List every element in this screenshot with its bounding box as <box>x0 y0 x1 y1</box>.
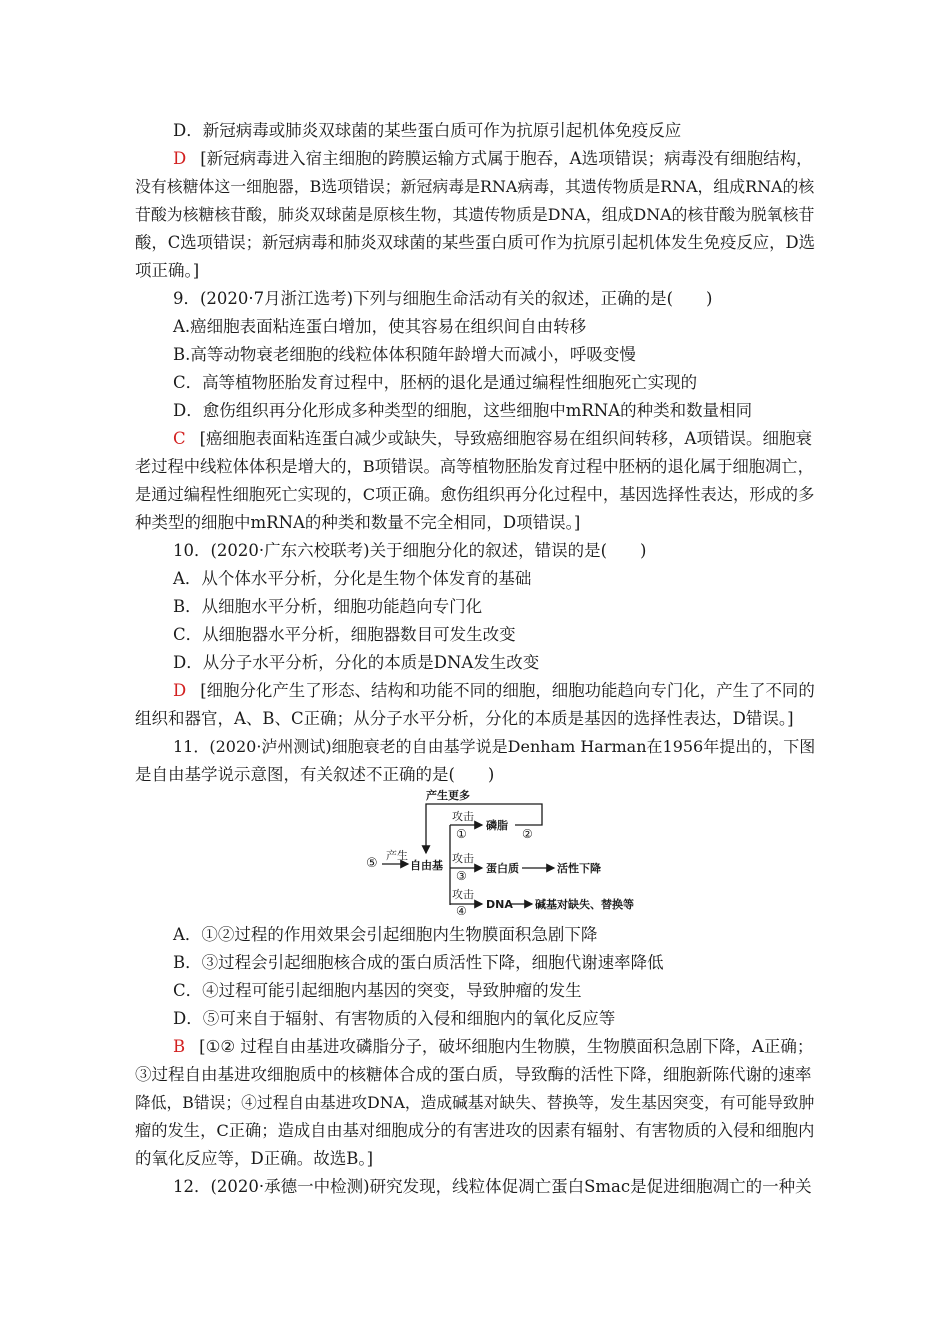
option-d-q9: D．愈伤组织再分化形成多种类型的细胞，这些细胞中mRNA的种类和数量相同 <box>173 401 753 420</box>
question-12-stem: 12．(2020·承德一中检测)研究发现，线粒体促凋亡蛋白Smac是促进细胞凋亡的一种关 <box>173 1177 812 1196</box>
option-c-q9: C．高等植物胚胎发育过程中，胚柄的退化是通过编程性细胞死亡实现的 <box>173 373 698 392</box>
answer-q8-line-5: 项正确。] <box>135 261 200 280</box>
option-c-q10: C．从细胞器水平分析，细胞器数目可发生改变 <box>173 625 516 644</box>
answer-letter-q10: D <box>173 681 187 700</box>
answer-q9-line-1: C [癌细胞表面粘连蛋白减少或缺失，导致癌细胞容易在组织间转移，A项错误。细胞衰 <box>173 429 812 448</box>
label-more-produced: 产生更多 <box>426 789 470 802</box>
free-radical-label: 自由基 <box>410 859 443 872</box>
answer-q11-line-4: 瘤的发生，C正确；造成自由基对细胞成分的有害进攻的因素有辐射、有害物质的入侵和细胞内 <box>135 1121 815 1140</box>
question-11-stem-1: 11．(2020·泸州测试)细胞衰老的自由基学说是Denham Harman在1956年提出的，下图 <box>173 737 816 756</box>
answer-q8-line-4: 酸，C选项错误；新冠病毒和肺炎双球菌的某些蛋白质可作为抗原引起机体发生免疫反应，D选 <box>135 233 816 252</box>
question-11-stem-2: 是自由基学说示意图，有关叙述不正确的是( ) <box>135 765 495 784</box>
answer-q9-line-3: 是通过编程性细胞死亡实现的，C项正确。愈伤组织再分化过程中，基因选择性表达，形成的多 <box>135 485 815 504</box>
option-b-q10: B．从细胞水平分析，细胞功能趋向专门化 <box>173 597 483 616</box>
option-a-q11: A．①②过程的作用效果会引起细胞内生物膜面积急剧下降 <box>173 925 598 944</box>
answer-letter-q8: D <box>173 149 187 168</box>
label-attack-4: 攻击 <box>452 888 474 901</box>
answer-q11-line-2: ③过程自由基进攻细胞质中的核糖体合成的蛋白质，导致酶的活性下降，细胞新陈代谢的速率 <box>135 1065 812 1084</box>
question-9-stem: 9．(2020·7月浙江选考)下列与细胞生命活动有关的叙述，正确的是( ) <box>173 289 713 308</box>
question-10-stem: 10．(2020·广东六校联考)关于细胞分化的叙述，错误的是( ) <box>173 541 647 560</box>
option-a-q9: A.癌细胞表面粘连蛋白增加，使其容易在组织间自由转移 <box>173 317 587 336</box>
label-attack-3: 攻击 <box>452 852 474 865</box>
dna-label: DNA <box>486 898 513 911</box>
option-b-q11: B．③过程会引起细胞核合成的蛋白质活性下降，细胞代谢速率降低 <box>173 953 664 972</box>
circle-2: ② <box>522 827 533 841</box>
base-pair-change-label: 碱基对缺失、替换等 <box>535 898 634 911</box>
phospholipid-label: 磷脂 <box>486 819 508 832</box>
option-d-q11: D．⑤可来自于辐射、有害物质的入侵和细胞内的氧化反应等 <box>173 1009 616 1028</box>
answer-q11-line-5: 的氧化反应等，D正确。故选B。] <box>135 1149 374 1168</box>
answer-q9-line-2: 老过程中线粒体体积是增大的，B项错误。高等植物胚胎发育过程中胚柄的退化属于细胞凋亡， <box>135 457 814 476</box>
circle-3: ③ <box>456 869 467 883</box>
answer-q8-line-1: D [新冠病毒进入宿主细胞的跨膜运输方式属于胞吞，A选项错误；病毒没有细胞结构， <box>173 149 813 168</box>
answer-q11-line-1: B [①② 过程自由基进攻磷脂分子，破坏细胞内生物膜，生物膜面积急剧下降，A正确； <box>173 1037 814 1056</box>
protein-label: 蛋白质 <box>486 862 519 875</box>
answer-q10-line-1: D [细胞分化产生了形态、结构和功能不同的细胞，细胞功能趋向专门化，产生了不同的 <box>173 681 815 700</box>
answer-letter-q11: B <box>173 1037 186 1056</box>
free-radical-diagram <box>360 787 660 915</box>
circle-5: ⑤ <box>366 856 378 871</box>
option-c-q11: C．④过程可能引起细胞内基因的突变，导致肿瘤的发生 <box>173 981 582 1000</box>
option-b-q9: B.高等动物衰老细胞的线粒体体积随年龄增大而减小，呼吸变慢 <box>173 345 636 364</box>
option-a-q10: A．从个体水平分析，分化是生物个体发育的基础 <box>173 569 532 588</box>
answer-q10-line-2: 组织和器官，A、B、C正确；从分子水平分析，分化的本质是基因的选择性表达，D错误。] <box>135 709 794 728</box>
answer-q11-line-3: 降低，B错误；④过程自由基进攻DNA，造成碱基对缺失、替换等，发生基因突变，有可能导致肿 <box>135 1093 815 1112</box>
option-d-q10: D．从分子水平分析，分化的本质是DNA发生改变 <box>173 653 540 672</box>
label-attack-1: 攻击 <box>452 810 474 823</box>
answer-letter-q9: C <box>173 429 186 448</box>
answer-q8-line-2: 没有核糖体这一细胞器，B选项错误；新冠病毒是RNA病毒，其遗传物质是RNA，组成RNA的核 <box>135 177 815 196</box>
activity-down-label: 活性下降 <box>557 862 601 875</box>
label-produce: 产生 <box>386 849 408 862</box>
answer-q8-line-3: 苷酸为核糖核苷酸，肺炎双球菌是原核生物，其遗传物质是DNA，组成DNA的核苷酸为脱氧核苷 <box>135 205 815 224</box>
circle-4: ④ <box>456 904 467 915</box>
answer-q9-line-4: 种类型的细胞中mRNA的种类和数量不完全相同，D项错误。] <box>135 513 581 532</box>
option-d-q8: D．新冠病毒或肺炎双球菌的某些蛋白质可作为抗原引起机体免疫反应 <box>173 121 682 140</box>
circle-1: ① <box>456 827 467 841</box>
